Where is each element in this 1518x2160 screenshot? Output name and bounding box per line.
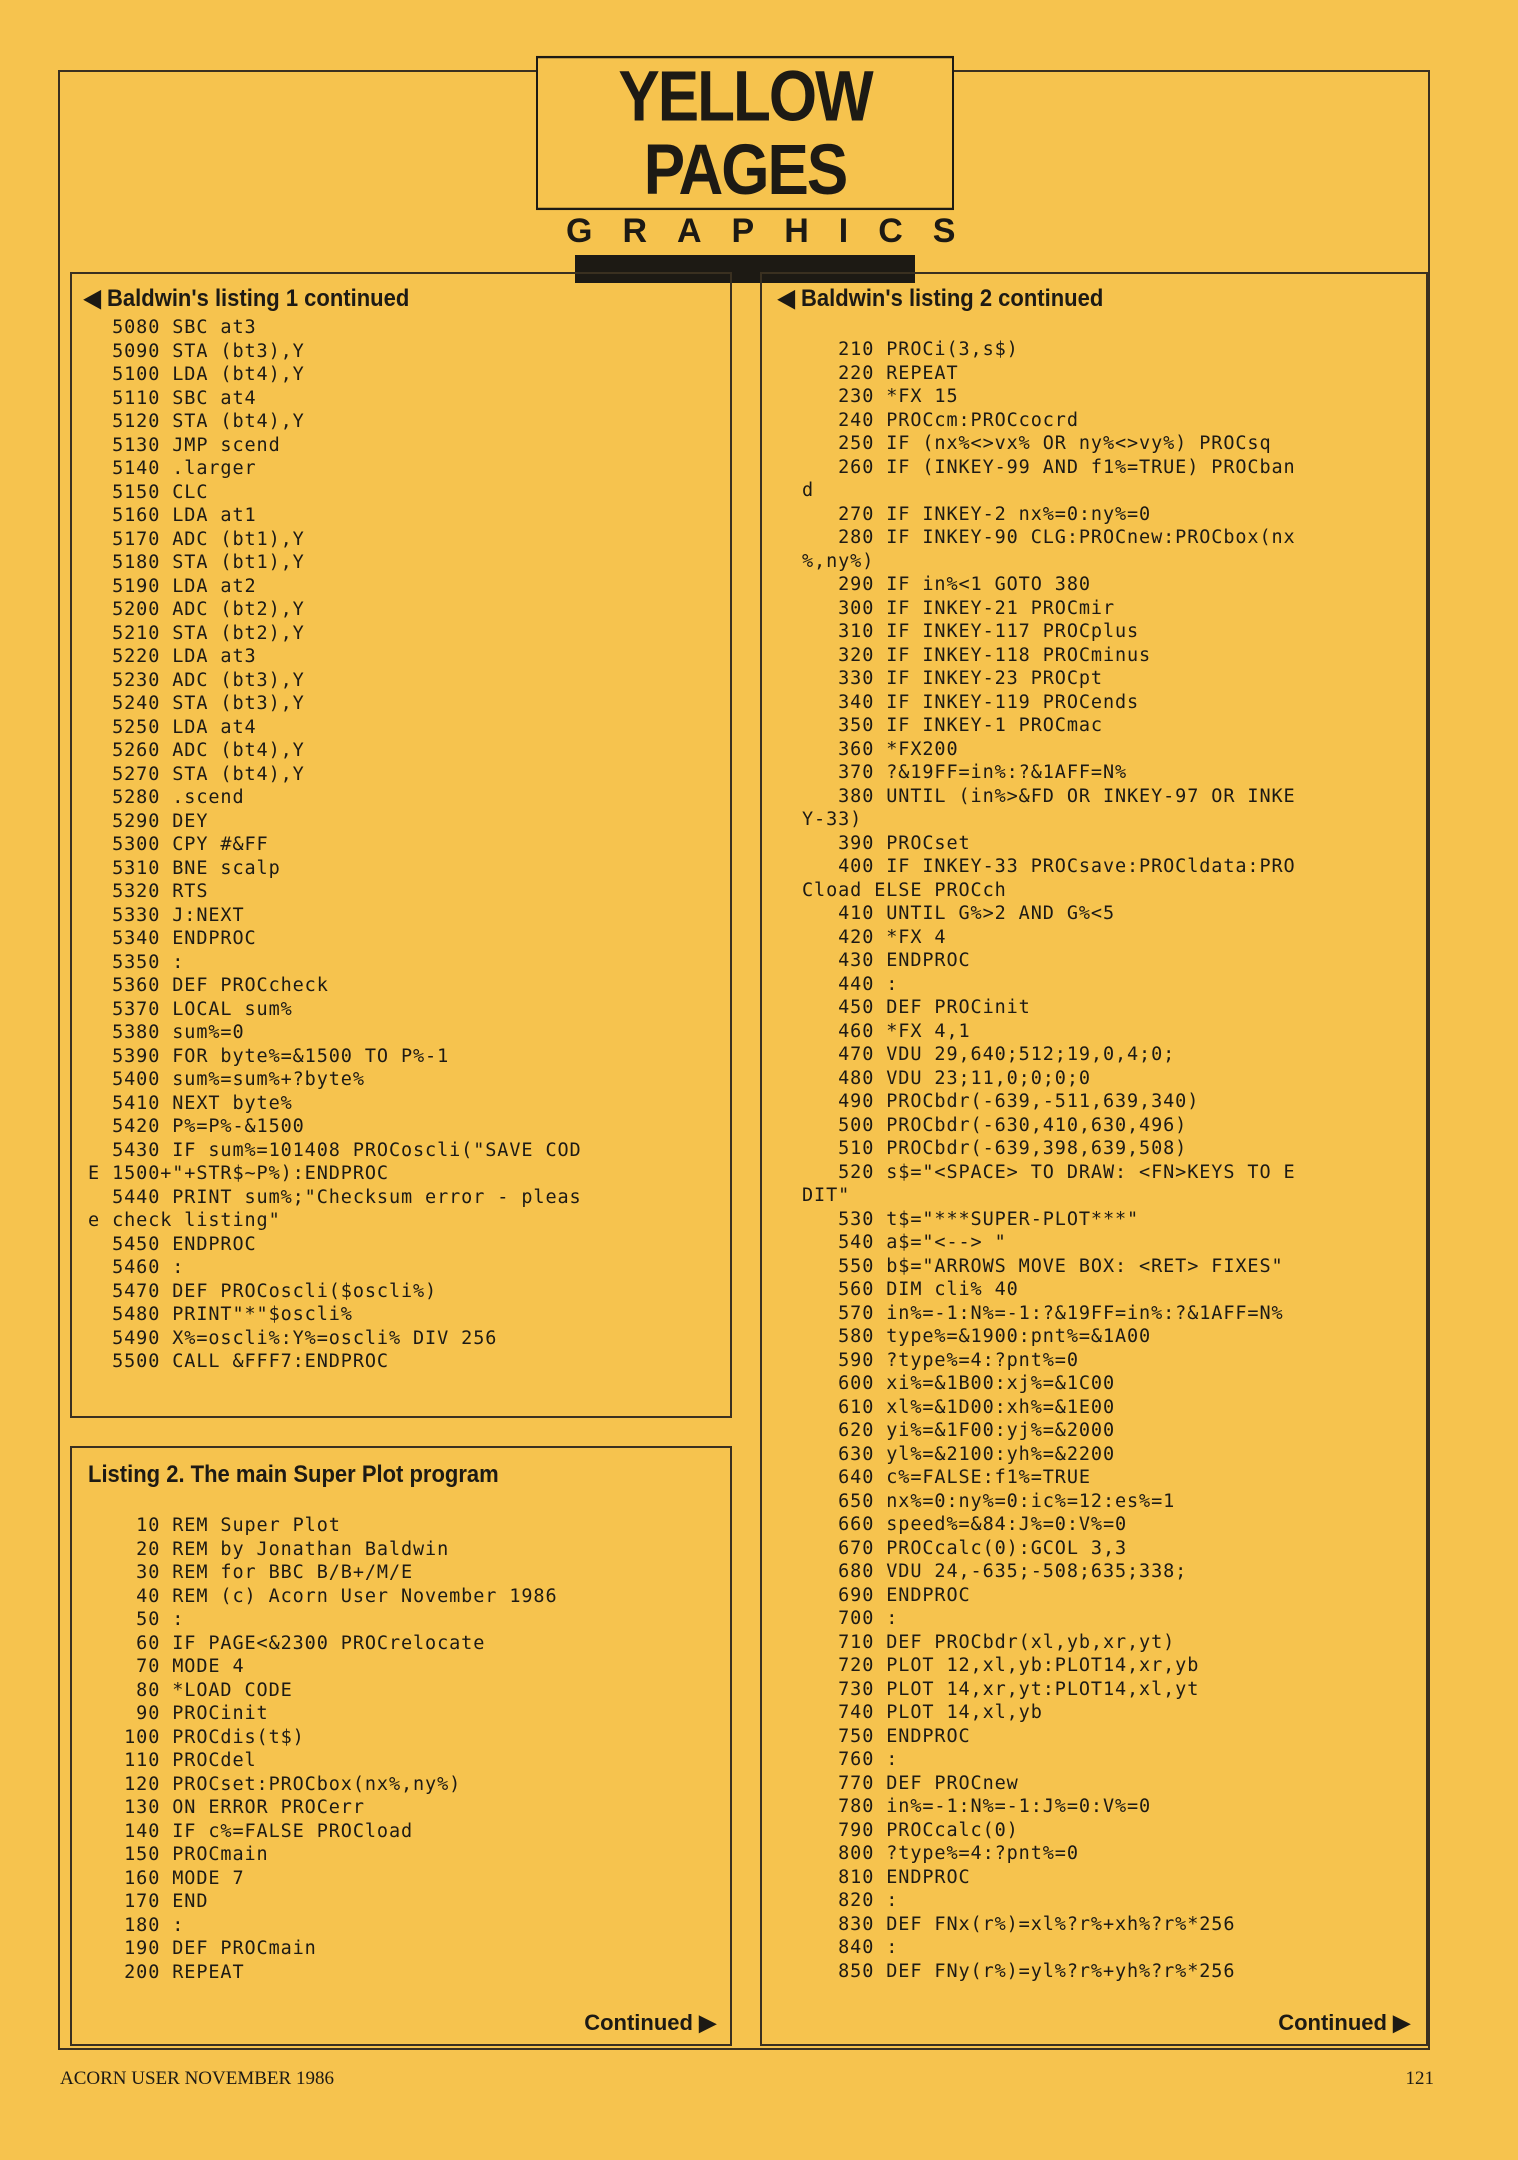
listing-1-continued-box — [70, 272, 732, 1418]
code-listing: 10 REM Super Plot 20 REM by Jonathan Baldwin 30 REM for BBC B/B+/M/E 40 REM (c) Acorn User November 1986 50 : 60 IF PAGE<&2300 PROCrelocate 70 MODE 4 80 *LOAD CODE 90 PROCinit 100 PROCdis(t$) 110 PROCdel 120 PROCset:PROCbox(nx%,ny%) 130 ON ERROR PROCerr 140 IF c%=FALSE PROCload 150 PROCmain 160 MODE 7 170 END 180 : 190 DEF PROCmain 200 REPEAT — [124, 1515, 558, 1983]
continued-label: Continued ▶ — [1278, 2010, 1410, 2035]
listing-2-box — [70, 1446, 732, 2046]
box-title: ◀ Baldwin's listing 2 continued — [778, 284, 1104, 312]
code-listing: 5080 SBC at3 5090 STA (bt3),Y 5100 LDA (bt4),Y 5110 SBC at4 5120 STA (bt4),Y 5130 JMP scend 5140 .larger 5150 CLC 5160 LDA at1 5170 ADC (bt1),Y 5180 STA (bt1),Y 5190 LDA at2 5200 ADC (bt2),Y 5210 STA (bt2),Y 5220 LDA at3 5230 ADC (bt3),Y 5240 STA (bt3),Y 5250 LDA at4 5260 ADC (bt4),Y 5270 STA (bt4),Y 5280 .scend 5290 DEY 5300 CPY #&FF 5310 BNE scalp 5320 RTS 5330 J:NEXT 5340 ENDPROC 5350 : 5360 DEF PROCcheck 5370 LOCAL sum% 5380 sum%=0 5390 FOR byte%=&1500 TO P%-1 5400 sum%=sum%+?byte% 5410 NEXT byte% 5420 P%=P%-&1500 5430 IF sum%=101408 PROCoscli("SAVE COD E 1500+"+STR$~P%):ENDPROC 5440 PRINT sum%;"Checksum error - pleas e check listing" 5450 ENDPROC 5460 : 5470 DEF PROCoscli($oscli%) 5480 PRINT"*"$oscli% 5490 X%=oscli%:Y%=oscli% DIV 256 5500 CALL &FFF7:ENDPROC — [88, 317, 582, 1372]
section-title: YELLOW PAGES — [536, 56, 954, 210]
footer-magazine: ACORN USER NOVEMBER 1986 — [60, 2068, 334, 2089]
code-listing: 210 PROCi(3,s$) 220 REPEAT 230 *FX 15 240 PROCcm:PROCcocrd 250 IF (nx%<>vx% OR ny%<>vy%) PROCsq 260 IF (INKEY-99 AND f1%=TRUE) PROCban d 270 IF INKEY-2 nx%=0:ny%=0 280 IF INKEY-90 CLG:PROCnew:PROCbox(nx %,ny%) 290 IF in%<1 GOTO 380 300 IF INKEY-21 PROCmir 310 IF INKEY-117 PROCplus 320 IF INKEY-118 PROCminus 330 IF INKEY-23 PROCpt 340 IF INKEY-119 PROCends 350 IF INKEY-1 PROCmac 360 *FX200 370 ?&19FF=in%:?&1AFF=N% 380 UNTIL (in%>&FD OR INKEY-97 OR INKE Y-33) 390 PROCset 400 IF INKEY-33 PROCsave:PROCldata:PRO Cload ELSE PROCch 410 UNTIL G%>2 AND G%<5 420 *FX 4 430 ENDPROC 440 : 450 DEF PROCinit 460 *FX 4,1 470 VDU 29,640;512;19,0,4;0; 480 VDU 23;11,0;0;0;0 490 PROCbdr(-639,-511,639,340) 500 PROCbdr(-630,410,630,496) 510 PROCbdr(-639,398,639,508) 520 s$="<SPACE> TO DRAW: <FN>KEYS TO E DIT" 530 t$="***SUPER-PLOT***" 540 a$="<--> " 550 b$="ARROWS MOVE BOX: <RET> FIXES" 560 DIM cli% 40 570 in%=-1:N%=-1:?&19FF=in%:?&1AFF=N% 580 type%=&1900:pnt%=&1A00 590 ?type%=4:?pnt%=0 600 xi%=&1B00:xj%=&1C00 610 xl%=&1D00:xh%=&1E00 620 yi%=&1F00:yj%=&2000 630 yl%=&2100:yh%=&2200 640 c%=FALSE:f1%=TRUE 650 nx%=0:ny%=0:ic%=12:es%=1 660 speed%=&84:J%=0:V%=0 670 PROCcalc(0):GCOL 3,3 680 VDU 24,-635;-508;635;338; 690 ENDPROC 700 : 710 DEF PROCbdr(xl,yb,xr,yt) 720 PLOT 12,xl,yb:PLOT14,xr,yb 730 PLOT 14,xr,yt:PLOT14,xl,yt 740 PLOT 14,xl,yb 750 ENDPROC 760 : 770 DEF PROCnew 780 in%=-1:N%=-1:J%=0:V%=0 790 PROCcalc(0) 800 ?type%=4:?pnt%=0 810 ENDPROC 820 : 830 DEF FNx(r%)=xl%?r%+xh%?r%*256 840 : 850 DEF FNy(r%)=yl%?r%+yh%?r%*256 — [802, 339, 1296, 1982]
section-header — [536, 57, 986, 283]
continued-label: Continued ▶ — [584, 2010, 716, 2035]
listing-2-continued-box — [760, 272, 1428, 2046]
footer-page-number: 121 — [1405, 2068, 1434, 2089]
box-title: ◀ Baldwin's listing 1 continued — [84, 284, 410, 312]
box-title: Listing 2. The main Super Plot program — [88, 1460, 499, 1488]
section-subtitle: GRAPHICS — [566, 212, 986, 250]
